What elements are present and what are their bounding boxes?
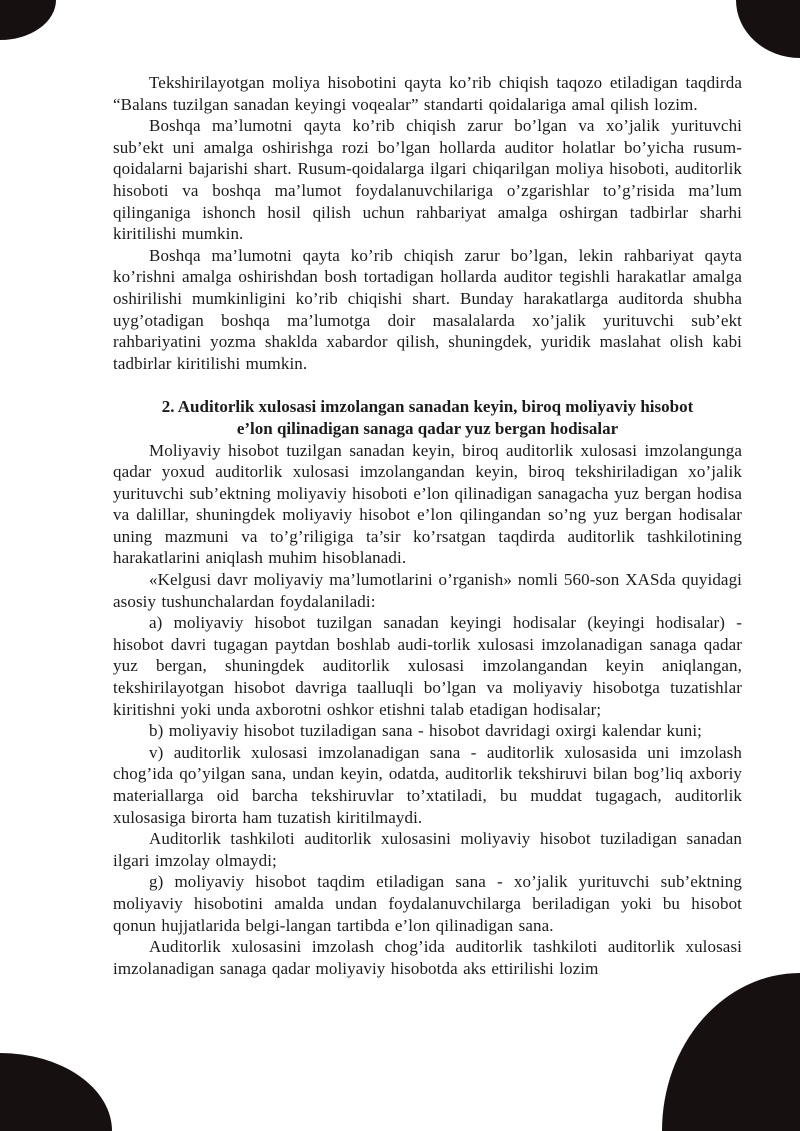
page-corner-top-right [736,0,800,58]
paragraph: g) moliyaviy hisobot taqdim etiladigan sana - xo’jalik yurituvchi sub’ektning moliyaviy hisobotini amalda undan foydalanuvchilarga beriladigan yoki bu hisobot qonun hujjatlarida belgi-langan tartibda e’lon qilinadigan sana. [113,872,742,935]
paragraph: Boshqa ma’lumotni qayta ko’rib chiqish zarur bo’lgan, lekin rahbariyat qayta ko’rishni amalga oshirishdan bosh tortadigan hollarda auditor tegishli harakatlar amalga oshirilishi mumkinligini ko’rib chiqishi shart. Bunday harakatlarga auditorda shubha uyg’otadigan boshqa ma’lumotga doir masalalarda xo’jalik yurituvchi sub’ekt rahbariyatini yozma shaklda xabardor qilish, shuningdek, yuridik maslahat olish kabi tadbirlar kiritilishi mumkin. [113,245,742,373]
section-heading [113,396,742,439]
section-heading-line2: e’lon qilinadigan sanaga qadar yuz bergan hodisalar [236,418,619,438]
page-corner-top-left [0,0,56,40]
paragraph: Moliyaviy hisobot tuzilgan sanadan keyin, biroq auditorlik xulosasi imzolangunga qadar yoxud auditorlik xulosasi imzolangandan keyin, biroq tekshiriladigan xo’jalik yurituvchi sub’ektning moliyaviy hisoboti e’lon qilinadigan sanagacha yuz bergan hodisa va dalillar, shuningdek moliyaviy hisobot e’lon qilingandan so’ng yuz bergan hodisalar uning mazmuni va to’g’riligiga ta’sir ko’rsatgan taqdirda auditorlik tashkilotining harakatlarini aniqlash muhim hisoblanadi. [113,440,742,568]
paragraph: «Kelgusi davr moliyaviy ma’lumotlarini o’rganish» nomli 560-son XASda quyidagi asosiy tushunchalardan foydalaniladi: [113,570,742,611]
paragraph: Auditorlik tashkiloti auditorlik xulosasini moliyaviy hisobot tuziladigan sanadan ilgari imzolay olmaydi; [113,829,742,870]
document-text [113,72,742,979]
page-corner-bottom-right [662,973,800,1131]
section-heading-line1: 2. Auditorlik xulosasi imzolangan sanadan keyin, biroq moliyaviy hisobot [161,397,694,417]
paragraph: Boshqa ma’lumotni qayta ko’rib chiqish zarur bo’lgan va xo’jalik yurituvchi sub’ekt uni amalga oshirishga rozi bo’lgan hollarda auditor holatlar bo’yicha rusum-qoidalarni bajarishi shart. Rusum-qoidalarga ilgari chiqarilgan moliya hisoboti, auditorlik hisoboti va boshqa ma’lumot foydalanuvchilariga o’zgarishlar to’g’risida ma’lum qilinganiga ishonch hosil qilish uchun rahbariyat amalga oshirgan tadbirlar sharhi kiritilishi mumkin. [113,116,742,244]
paragraph: a) moliyaviy hisobot tuzilgan sanadan keyingi hodisalar (keyingi hodisalar) - hisobot davri tugagan paytdan boshlab audi-torlik xulosasi imzolanadigan sanaga qadar yuz bergan, shuningdek auditorlik xulosasi imzolangandan keyin aniqlangan, tekshirilayotgan hisobot davriga taalluqli bo’lgan va moliyaviy hisobotga tuzatishlar kiritishni yoki unda axborotni oshkor etishni talab etadigan hodisalar; [113,613,742,719]
paragraph: Auditorlik xulosasini imzolash chog’ida auditorlik tashkiloti auditorlik xulosasi imzolanadigan sanaga qadar moliyaviy hisobotda aks ettirilishi lozim [113,937,742,978]
page-corner-bottom-left [0,1053,112,1131]
paragraph: v) auditorlik xulosasi imzolanadigan sana - auditorlik xulosasida uni imzolash chog’ida qo’yilgan sana, undan keyin, odatda, auditorlik tekshiruvi bilan bog’liq axboriy materiallarga oid barcha tekshiruvlar to’xtatiladi, bu muddat tugagach, auditorlik xulosasiga birorta ham tuzatish kiritilmaydi. [113,742,742,827]
paragraph: Tekshirilayotgan moliya hisobotini qayta ko’rib chiqish taqozo etiladigan taqdirda “Balans tuzilgan sanadan keyingi voqealar” standarti qoidalariga amal qilish lozim. [113,73,742,114]
paragraph: b) moliyaviy hisobot tuziladigan sana - hisobot davridagi oxirgi kalendar kuni; [149,721,702,741]
